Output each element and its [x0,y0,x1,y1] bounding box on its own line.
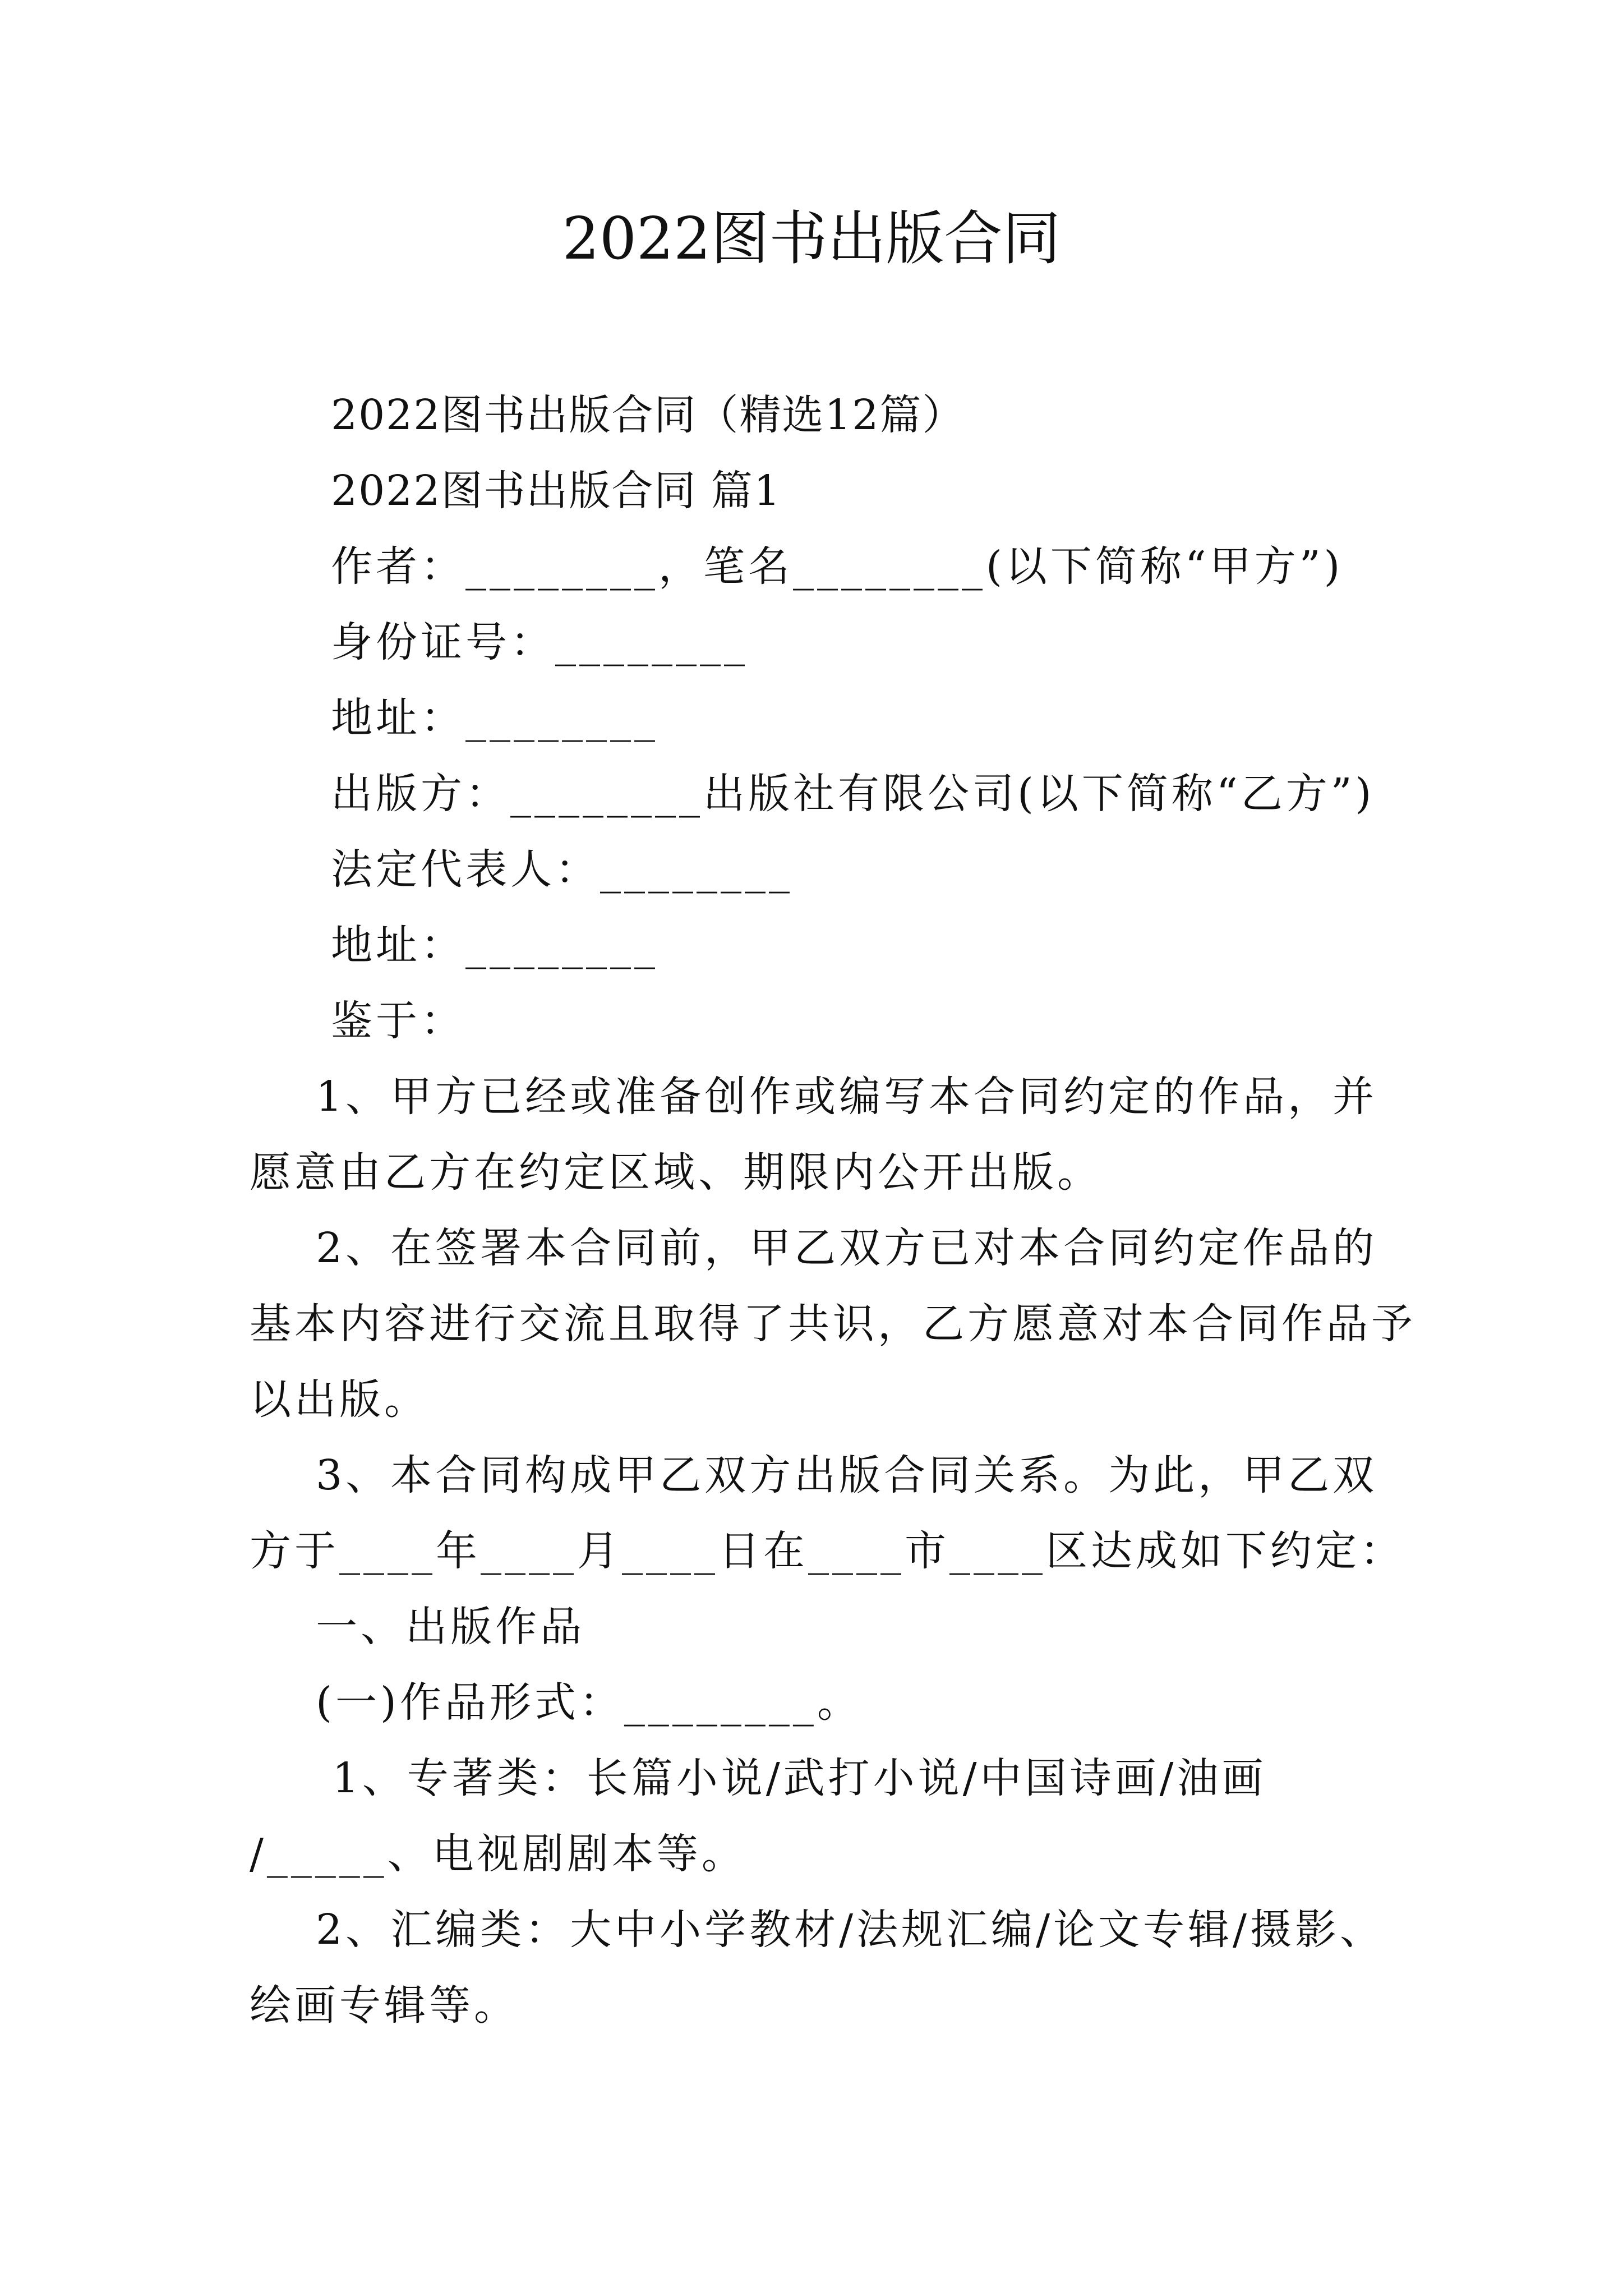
clause-2-line-1: 2、在签署本合同前，甲乙双方已对本合同约定作品的 [250,1224,1378,1272]
id-number-field: 身份证号：________ [331,618,748,666]
address-field-author: 地址：________ [331,694,658,742]
address-field-publisher: 地址：________ [331,921,658,969]
clause-2-line-3: 以出版。 [250,1375,429,1424]
work-form-field: (一)作品形式：________。 [250,1678,862,1727]
clause-3-line-2: 方于____年____月____日在____市____区达成如下约定： [250,1527,1405,1575]
subtitle-line: 2022图书出版合同（精选12篇） [331,391,965,439]
clause-1-line-1: 1、甲方已经或准备创作或编写本合同约定的作品，并 [250,1073,1378,1121]
clause-3-line-1: 3、本合同构成甲乙双方出版合同关系。为此，甲乙双 [250,1451,1378,1499]
article-1-heading: 一、出版作品 [250,1603,585,1651]
whereas-label: 鉴于： [331,997,465,1045]
section-heading: 2022图书出版合同 篇1 [331,467,781,515]
item-1-line-1: 1、专著类：长篇小说/武打小说/中国诗画/油画 [250,1754,1267,1802]
item-1-line-2: /_____、电视剧剧本等。 [250,1830,746,1878]
page-title: 2022图书出版合同 [562,204,1061,273]
publisher-field: 出版方：________出版社有限公司(以下简称“乙方”) [331,770,1375,818]
legal-representative-field: 法定代表人：________ [331,845,793,894]
clause-2-line-2: 基本内容进行交流且取得了共识，乙方愿意对本合同作品予 [250,1300,1416,1348]
item-2-line-1: 2、汇编类：大中小学教材/法规汇编/论文专辑/摄影、 [250,1906,1385,1954]
item-2-line-2: 绘画专辑等。 [250,1981,519,2030]
clause-1-line-2: 愿意由乙方在约定区域、期限内公开出版。 [250,1148,1102,1197]
author-field: 作者：________，笔名________(以下简称“甲方”) [331,542,1344,591]
